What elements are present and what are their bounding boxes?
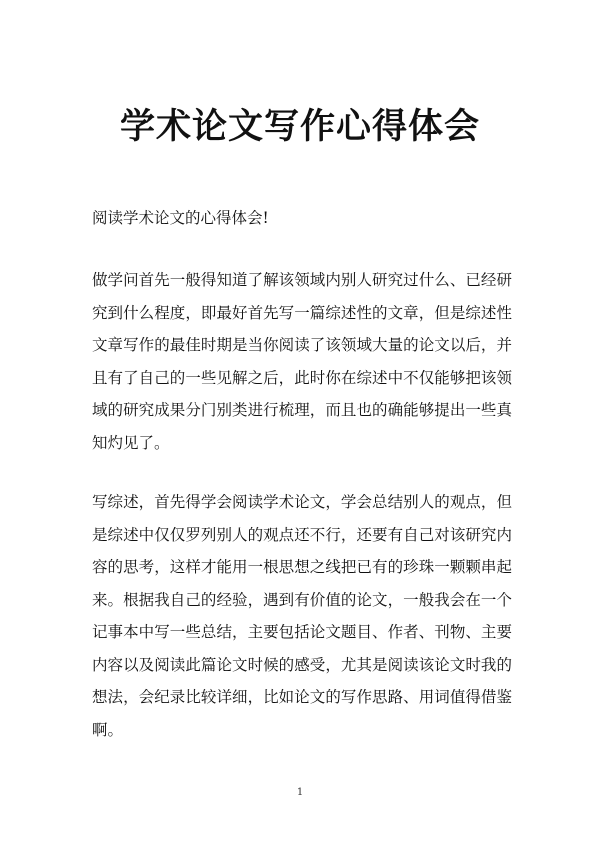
section-subheading: 阅读学术论文的心得体会! xyxy=(92,209,269,227)
page-number: 1 xyxy=(296,787,304,798)
body-paragraph-1: 做学问首先一般得知道了解该领域内别人研究过什么、已经研究到什么程度，即最好首先写一篇综述性的文章，但是综述性文章写作的最佳时期是当你阅读了该领域大量的论文以后，并且有了自己的一些见解之后，此时你在综述中不仅能够把该领域的研究成果分门别类进行梳理，而且也的确能够提出一些真知灼见了。 xyxy=(92,271,512,452)
page-title: 学术论文写作心得体会 xyxy=(119,106,480,147)
body-paragraph-2: 写综述，首先得学会阅读学术论文，学会总结别人的观点，但是综述中仅仅罗列别人的观点还不行，还要有自己对该研究内容的思考，这样才能用一根思想之线把已有的珍珠一颗颗串起来。根据我自己的经验，遇到有价值的论文，一般我会在一个记事本中写一些总结，主要包括论文题目、作者、刊物、主要内容以及阅读此篇论文时候的感受，尤其是阅读该论文时我的想法，会纪录比较详细，比如论文的写作思路、用词值得借鉴啊。 xyxy=(92,493,512,739)
